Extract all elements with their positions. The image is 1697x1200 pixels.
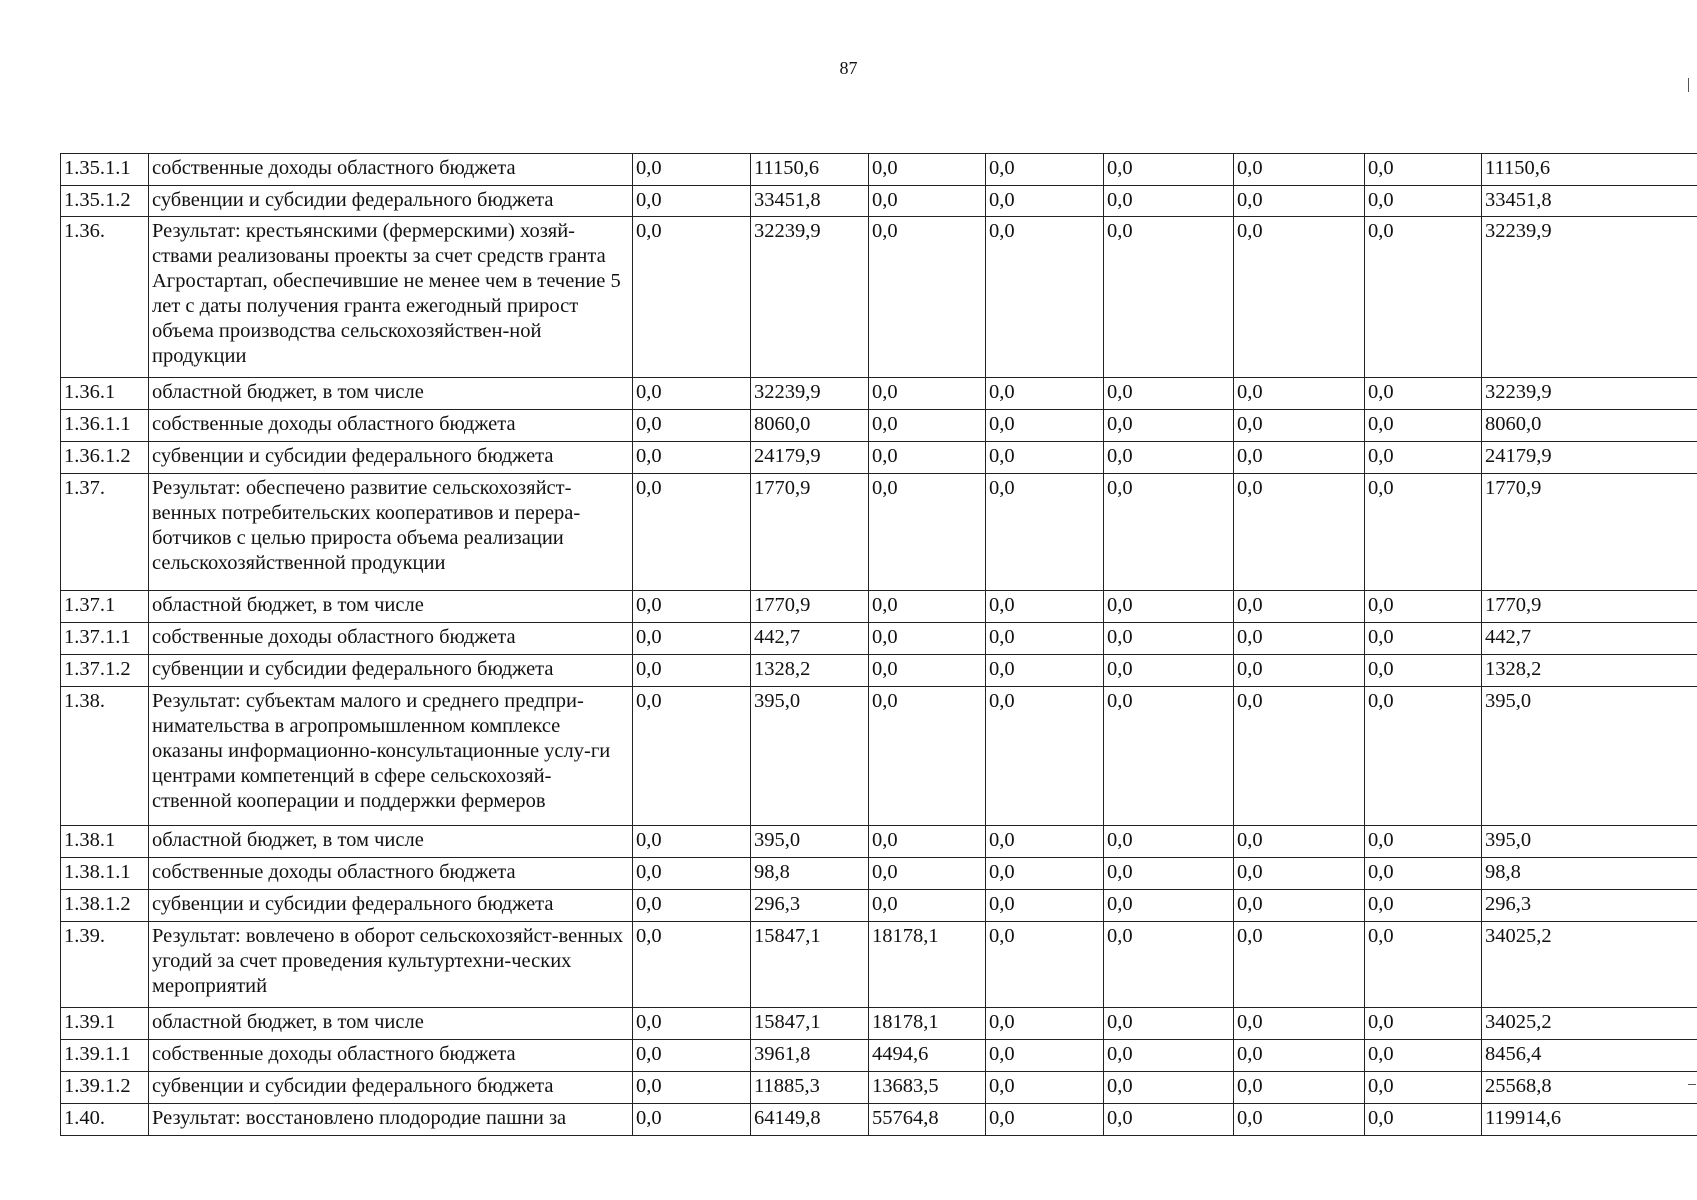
table-row [61,474,1697,591]
value-cell-col-5: 0,0 [1104,154,1234,186]
scan-edge-mark [1688,1084,1696,1085]
row-code: 1.39.1.1 [61,1040,149,1072]
value-cell-col-5: 0,0 [1104,217,1234,378]
table-row [61,591,1697,623]
value-cell-col-1: 0,0 [633,1008,751,1040]
row-code: 1.38. [61,687,149,826]
table-row [61,410,1697,442]
value-cell-col-6: 0,0 [1234,410,1365,442]
row-code: 1.37.1.2 [61,655,149,687]
value-cell-col-7: 0,0 [1365,858,1482,890]
row-code: 1.36.1.2 [61,442,149,474]
value-cell-col-2: 442,7 [751,623,869,655]
table-row [61,1104,1697,1136]
value-cell-col-1: 0,0 [633,858,751,890]
value-cell-col-2: 98,8 [751,858,869,890]
value-cell-col-6: 0,0 [1234,217,1365,378]
value-cell-col-4: 0,0 [986,623,1104,655]
value-cell-col-2: 395,0 [751,826,869,858]
value-cell-col-1: 0,0 [633,442,751,474]
value-cell-col-7: 0,0 [1365,442,1482,474]
row-code: 1.37. [61,474,149,591]
value-cell-col-3: 0,0 [869,591,986,623]
value-cell-col-8: 296,3 [1482,890,1697,922]
value-cell-col-5: 0,0 [1104,826,1234,858]
value-cell-col-1: 0,0 [633,890,751,922]
value-cell-col-1: 0,0 [633,687,751,826]
scan-edge-mark [1688,78,1689,92]
value-cell-col-7: 0,0 [1365,154,1482,186]
value-cell-col-7: 0,0 [1365,1104,1482,1136]
value-cell-col-2: 8060,0 [751,410,869,442]
row-code: 1.38.1.1 [61,858,149,890]
row-description: субвенции и субсидии федерального бюджета [149,442,633,474]
value-cell-col-8: 34025,2 [1482,1008,1697,1040]
value-cell-col-6: 0,0 [1234,442,1365,474]
value-cell-col-7: 0,0 [1365,1040,1482,1072]
row-description: Результат: обеспечено развитие сельскохозяйст-венных потребительских кооперативов и перера-ботчиков с целью прироста объема реализации сельскохозяйственной продукции [149,474,633,591]
table-row [61,1040,1697,1072]
value-cell-col-5: 0,0 [1104,858,1234,890]
page-number: 87 [839,58,858,78]
value-cell-col-8: 1328,2 [1482,655,1697,687]
value-cell-col-3: 4494,6 [869,1040,986,1072]
value-cell-col-6: 0,0 [1234,890,1365,922]
row-description: субвенции и субсидии федерального бюджета [149,186,633,217]
value-cell-col-2: 15847,1 [751,922,869,1008]
value-cell-col-6: 0,0 [1234,922,1365,1008]
value-cell-col-5: 0,0 [1104,655,1234,687]
value-cell-col-4: 0,0 [986,186,1104,217]
value-cell-col-6: 0,0 [1234,687,1365,826]
value-cell-col-3: 0,0 [869,474,986,591]
row-description: Результат: вовлечено в оборот сельскохозяйст-венных угодий за счет проведения культуртехни-ческих мероприятий [149,922,633,1008]
value-cell-col-2: 24179,9 [751,442,869,474]
value-cell-col-8: 33451,8 [1482,186,1697,217]
row-description: собственные доходы областного бюджета [149,623,633,655]
value-cell-col-4: 0,0 [986,591,1104,623]
value-cell-col-5: 0,0 [1104,410,1234,442]
value-cell-col-1: 0,0 [633,826,751,858]
value-cell-col-7: 0,0 [1365,922,1482,1008]
row-description: областной бюджет, в том числе [149,1008,633,1040]
value-cell-col-6: 0,0 [1234,186,1365,217]
value-cell-col-7: 0,0 [1365,687,1482,826]
value-cell-col-2: 1328,2 [751,655,869,687]
row-description: собственные доходы областного бюджета [149,410,633,442]
row-description: собственные доходы областного бюджета [149,154,633,186]
value-cell-col-3: 18178,1 [869,922,986,1008]
row-code: 1.35.1.2 [61,186,149,217]
value-cell-col-6: 0,0 [1234,655,1365,687]
value-cell-col-1: 0,0 [633,623,751,655]
value-cell-col-2: 1770,9 [751,474,869,591]
value-cell-col-5: 0,0 [1104,1008,1234,1040]
value-cell-col-6: 0,0 [1234,1008,1365,1040]
value-cell-col-8: 1770,9 [1482,474,1697,591]
value-cell-col-8: 25568,8 [1482,1072,1697,1104]
value-cell-col-4: 0,0 [986,922,1104,1008]
table-row [61,442,1697,474]
value-cell-col-1: 0,0 [633,1104,751,1136]
value-cell-col-8: 8060,0 [1482,410,1697,442]
row-description: субвенции и субсидии федерального бюджета [149,655,633,687]
value-cell-col-4: 0,0 [986,687,1104,826]
value-cell-col-8: 98,8 [1482,858,1697,890]
value-cell-col-7: 0,0 [1365,826,1482,858]
table-row [61,890,1697,922]
value-cell-col-3: 55764,8 [869,1104,986,1136]
value-cell-col-1: 0,0 [633,410,751,442]
row-code: 1.39. [61,922,149,1008]
value-cell-col-5: 0,0 [1104,1040,1234,1072]
row-description: Результат: крестьянскими (фермерскими) хозяй-ствами реализованы проекты за счет средств гранта Агростартап, обеспечившие не менее чем в течение 5 лет с даты получения гранта ежегодный прирост объема производства сельскохозяйствен-ной продукции [149,217,633,378]
value-cell-col-7: 0,0 [1365,474,1482,591]
table-row [61,217,1697,378]
value-cell-col-8: 11150,6 [1482,154,1697,186]
row-code: 1.36.1.1 [61,410,149,442]
value-cell-col-4: 0,0 [986,378,1104,410]
table-row [61,1008,1697,1040]
row-code: 1.36. [61,217,149,378]
row-code: 1.35.1.1 [61,154,149,186]
value-cell-col-5: 0,0 [1104,474,1234,591]
value-cell-col-2: 32239,9 [751,378,869,410]
value-cell-col-4: 0,0 [986,890,1104,922]
value-cell-col-8: 1770,9 [1482,591,1697,623]
row-description: субвенции и субсидии федерального бюджета [149,890,633,922]
value-cell-col-8: 119914,6 [1482,1104,1697,1136]
row-description: собственные доходы областного бюджета [149,858,633,890]
table-row [61,1072,1697,1104]
value-cell-col-4: 0,0 [986,474,1104,591]
value-cell-col-1: 0,0 [633,655,751,687]
value-cell-col-6: 0,0 [1234,826,1365,858]
value-cell-col-3: 0,0 [869,623,986,655]
row-code: 1.37.1 [61,591,149,623]
value-cell-col-8: 32239,9 [1482,378,1697,410]
value-cell-col-3: 0,0 [869,186,986,217]
value-cell-col-1: 0,0 [633,154,751,186]
value-cell-col-5: 0,0 [1104,623,1234,655]
budget-table [60,153,1697,1136]
value-cell-col-3: 0,0 [869,687,986,826]
value-cell-col-6: 0,0 [1234,474,1365,591]
value-cell-col-4: 0,0 [986,858,1104,890]
value-cell-col-2: 3961,8 [751,1040,869,1072]
table-row [61,826,1697,858]
value-cell-col-2: 11885,3 [751,1072,869,1104]
row-description: областной бюджет, в том числе [149,378,633,410]
value-cell-col-4: 0,0 [986,154,1104,186]
value-cell-col-7: 0,0 [1365,217,1482,378]
value-cell-col-8: 395,0 [1482,687,1697,826]
value-cell-col-6: 0,0 [1234,1104,1365,1136]
value-cell-col-4: 0,0 [986,442,1104,474]
value-cell-col-8: 32239,9 [1482,217,1697,378]
row-description: собственные доходы областного бюджета [149,1040,633,1072]
value-cell-col-3: 0,0 [869,655,986,687]
value-cell-col-1: 0,0 [633,1040,751,1072]
value-cell-col-7: 0,0 [1365,1072,1482,1104]
row-description: областной бюджет, в том числе [149,591,633,623]
value-cell-col-3: 0,0 [869,154,986,186]
value-cell-col-8: 8456,4 [1482,1040,1697,1072]
value-cell-col-2: 64149,8 [751,1104,869,1136]
row-code: 1.38.1 [61,826,149,858]
value-cell-col-7: 0,0 [1365,655,1482,687]
value-cell-col-7: 0,0 [1365,623,1482,655]
table-row [61,858,1697,890]
value-cell-col-2: 32239,9 [751,217,869,378]
table-row [61,922,1697,1008]
row-code: 1.39.1.2 [61,1072,149,1104]
value-cell-col-5: 0,0 [1104,922,1234,1008]
value-cell-col-8: 442,7 [1482,623,1697,655]
value-cell-col-4: 0,0 [986,1008,1104,1040]
value-cell-col-5: 0,0 [1104,687,1234,826]
value-cell-col-8: 24179,9 [1482,442,1697,474]
value-cell-col-7: 0,0 [1365,890,1482,922]
value-cell-col-1: 0,0 [633,474,751,591]
value-cell-col-6: 0,0 [1234,858,1365,890]
value-cell-col-3: 13683,5 [869,1072,986,1104]
value-cell-col-2: 395,0 [751,687,869,826]
table-row [61,378,1697,410]
value-cell-col-1: 0,0 [633,186,751,217]
row-code: 1.36.1 [61,378,149,410]
value-cell-col-3: 0,0 [869,217,986,378]
value-cell-col-6: 0,0 [1234,154,1365,186]
value-cell-col-7: 0,0 [1365,186,1482,217]
value-cell-col-7: 0,0 [1365,591,1482,623]
value-cell-col-5: 0,0 [1104,442,1234,474]
value-cell-col-5: 0,0 [1104,1072,1234,1104]
value-cell-col-3: 0,0 [869,890,986,922]
value-cell-col-6: 0,0 [1234,1040,1365,1072]
value-cell-col-1: 0,0 [633,378,751,410]
value-cell-col-2: 15847,1 [751,1008,869,1040]
row-description: субвенции и субсидии федерального бюджета [149,1072,633,1104]
value-cell-col-4: 0,0 [986,410,1104,442]
row-code: 1.37.1.1 [61,623,149,655]
value-cell-col-4: 0,0 [986,217,1104,378]
value-cell-col-3: 0,0 [869,826,986,858]
table-row [61,655,1697,687]
value-cell-col-3: 0,0 [869,410,986,442]
table-row [61,623,1697,655]
value-cell-col-5: 0,0 [1104,1104,1234,1136]
value-cell-col-4: 0,0 [986,655,1104,687]
value-cell-col-5: 0,0 [1104,890,1234,922]
value-cell-col-4: 0,0 [986,1104,1104,1136]
table-row [61,687,1697,826]
value-cell-col-4: 0,0 [986,826,1104,858]
table-row [61,186,1697,217]
row-description: Результат: восстановлено плодородие пашни за [149,1104,633,1136]
value-cell-col-1: 0,0 [633,217,751,378]
value-cell-col-1: 0,0 [633,591,751,623]
value-cell-col-2: 296,3 [751,890,869,922]
value-cell-col-5: 0,0 [1104,186,1234,217]
value-cell-col-3: 0,0 [869,378,986,410]
row-description: Результат: субъектам малого и среднего предпри-нимательства в агропромышленном комплексе оказаны информационно-консультационные услу-ги центрами компетенций в сфере сельскохозяй-ственной кооперации и поддержки фермеров [149,687,633,826]
value-cell-col-3: 18178,1 [869,1008,986,1040]
value-cell-col-2: 1770,9 [751,591,869,623]
value-cell-col-2: 11150,6 [751,154,869,186]
row-code: 1.39.1 [61,1008,149,1040]
value-cell-col-6: 0,0 [1234,1072,1365,1104]
value-cell-col-5: 0,0 [1104,378,1234,410]
table-row [61,154,1697,186]
table-body [61,154,1697,1136]
value-cell-col-3: 0,0 [869,858,986,890]
value-cell-col-8: 395,0 [1482,826,1697,858]
value-cell-col-7: 0,0 [1365,378,1482,410]
row-description: областной бюджет, в том числе [149,826,633,858]
value-cell-col-7: 0,0 [1365,1008,1482,1040]
value-cell-col-8: 34025,2 [1482,922,1697,1008]
value-cell-col-6: 0,0 [1234,591,1365,623]
value-cell-col-2: 33451,8 [751,186,869,217]
value-cell-col-1: 0,0 [633,922,751,1008]
row-code: 1.38.1.2 [61,890,149,922]
value-cell-col-5: 0,0 [1104,591,1234,623]
value-cell-col-6: 0,0 [1234,623,1365,655]
value-cell-col-3: 0,0 [869,442,986,474]
value-cell-col-4: 0,0 [986,1040,1104,1072]
value-cell-col-1: 0,0 [633,1072,751,1104]
value-cell-col-7: 0,0 [1365,410,1482,442]
row-code: 1.40. [61,1104,149,1136]
value-cell-col-4: 0,0 [986,1072,1104,1104]
value-cell-col-6: 0,0 [1234,378,1365,410]
